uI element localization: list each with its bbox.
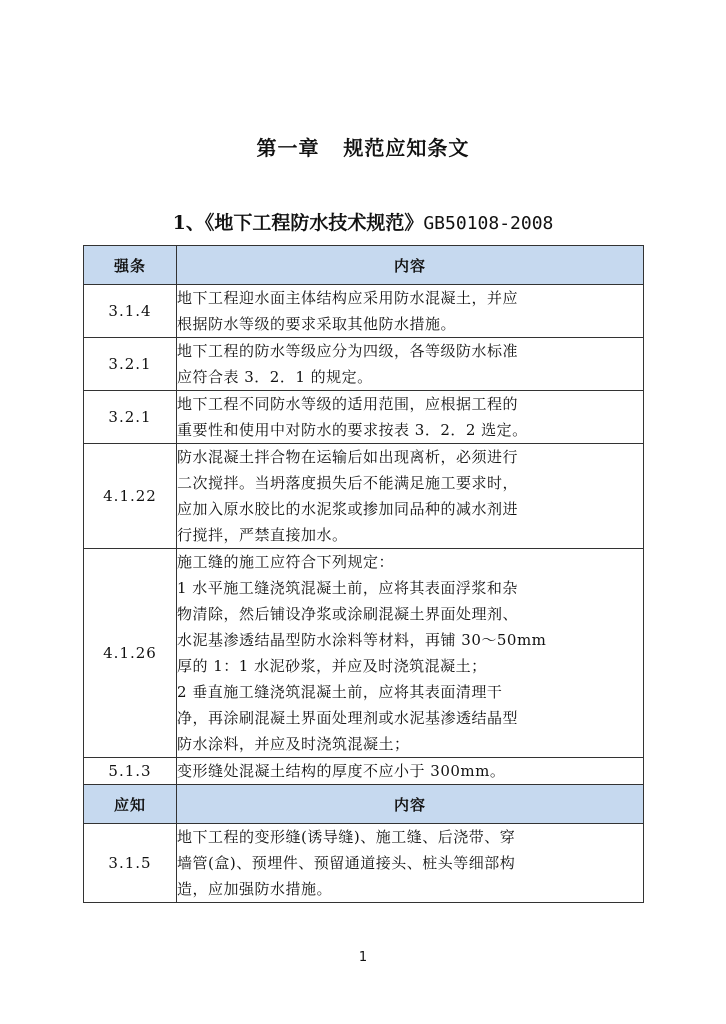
content-line: 重要性和使用中对防水的要求按表 3．2．2 选定。 xyxy=(177,421,528,439)
content-header-label: 内容 xyxy=(177,246,644,285)
content-line: 1 水平施工缝浇筑混凝土前，应将其表面浮浆和杂 xyxy=(177,579,518,597)
mandatory-header-label: 强条 xyxy=(84,246,177,285)
clause-number: 3.1.5 xyxy=(84,824,177,903)
content-header-label: 内容 xyxy=(177,785,644,824)
content-line: 应加入原水胶比的水泥浆或掺加同品种的减水剂进 xyxy=(177,500,519,518)
clause-number: 4.1.26 xyxy=(84,549,177,758)
clause-number: 5.1.3 xyxy=(84,758,177,785)
table-row xyxy=(84,824,644,903)
content-line: 墙管(盒)、预埋件、预留通道接头、桩头等细部构 xyxy=(177,854,516,872)
content-line: 物清除，然后铺设净浆或涂刷混凝土界面处理剂、 xyxy=(177,605,519,623)
content-line: 防水涂料，并应及时浇筑混凝土； xyxy=(177,735,410,753)
clause-number: 3.1.4 xyxy=(84,285,177,338)
clause-content xyxy=(177,758,644,785)
clause-content xyxy=(177,391,644,444)
table-row xyxy=(84,338,644,391)
page-number: 1 xyxy=(358,950,368,965)
content-line: 二次搅拌。当坍落度损失后不能满足施工要求时， xyxy=(177,474,519,492)
content-line: 地下工程的变形缝(诱导缝)、施工缝、后浇带、穿 xyxy=(177,828,516,846)
standard-code: GB50108-2008 xyxy=(423,213,554,234)
content-line: 地下工程不同防水等级的适用范围，应根据工程的 xyxy=(177,395,519,413)
content-line: 防水混凝土拌合物在运输后如出现离析，必须进行 xyxy=(177,448,519,466)
clause-content xyxy=(177,824,644,903)
content-line: 净，再涂刷混凝土界面处理剂或水泥基渗透结晶型 xyxy=(177,709,519,727)
table-row xyxy=(84,549,644,758)
clause-number: 3.2.1 xyxy=(84,391,177,444)
table-row xyxy=(84,758,644,785)
content-line: 地下工程迎水面主体结构应采用防水混凝土，并应 xyxy=(177,289,519,307)
chapter-title: 第一章 规范应知条文 xyxy=(256,136,470,160)
content-line: 地下工程的防水等级应分为四级，各等级防水标准 xyxy=(177,342,519,360)
content-line: 造，应加强防水措施。 xyxy=(177,880,333,898)
clause-content xyxy=(177,549,644,758)
content-line: 应符合表 3．2．1 的规定。 xyxy=(177,368,373,386)
content-line: 变形缝处混凝土结构的厚度不应小于 300mm。 xyxy=(177,762,506,780)
content-line: 水泥基渗透结晶型防水涂料等材料，再铺 30～50mm xyxy=(177,631,547,649)
clause-content xyxy=(177,444,644,549)
content-line: 根据防水等级的要求采取其他防水措施。 xyxy=(177,315,457,333)
table-row xyxy=(84,444,644,549)
content-line: 施工缝的施工应符合下列规定： xyxy=(177,553,395,571)
content-line: 厚的 1：1 水泥砂浆，并应及时浇筑混凝土； xyxy=(177,657,487,675)
specification-table xyxy=(83,245,644,903)
clause-number: 3.2.1 xyxy=(84,338,177,391)
awareness-header-row xyxy=(84,785,644,824)
clause-number: 4.1.22 xyxy=(84,444,177,549)
awareness-header-label: 应知 xyxy=(84,785,177,824)
section-title xyxy=(0,208,726,235)
content-line: 行搅拌，严禁直接加水。 xyxy=(177,526,348,544)
mandatory-header-row xyxy=(84,246,644,285)
table-row xyxy=(84,285,644,338)
table-row xyxy=(84,391,644,444)
clause-content xyxy=(177,338,644,391)
content-line: 2 垂直施工缝浇筑混凝土前，应将其表面清理干 xyxy=(177,683,503,701)
section-title-text: 1、《地下工程防水技术规范》 xyxy=(172,212,424,234)
clause-content xyxy=(177,285,644,338)
